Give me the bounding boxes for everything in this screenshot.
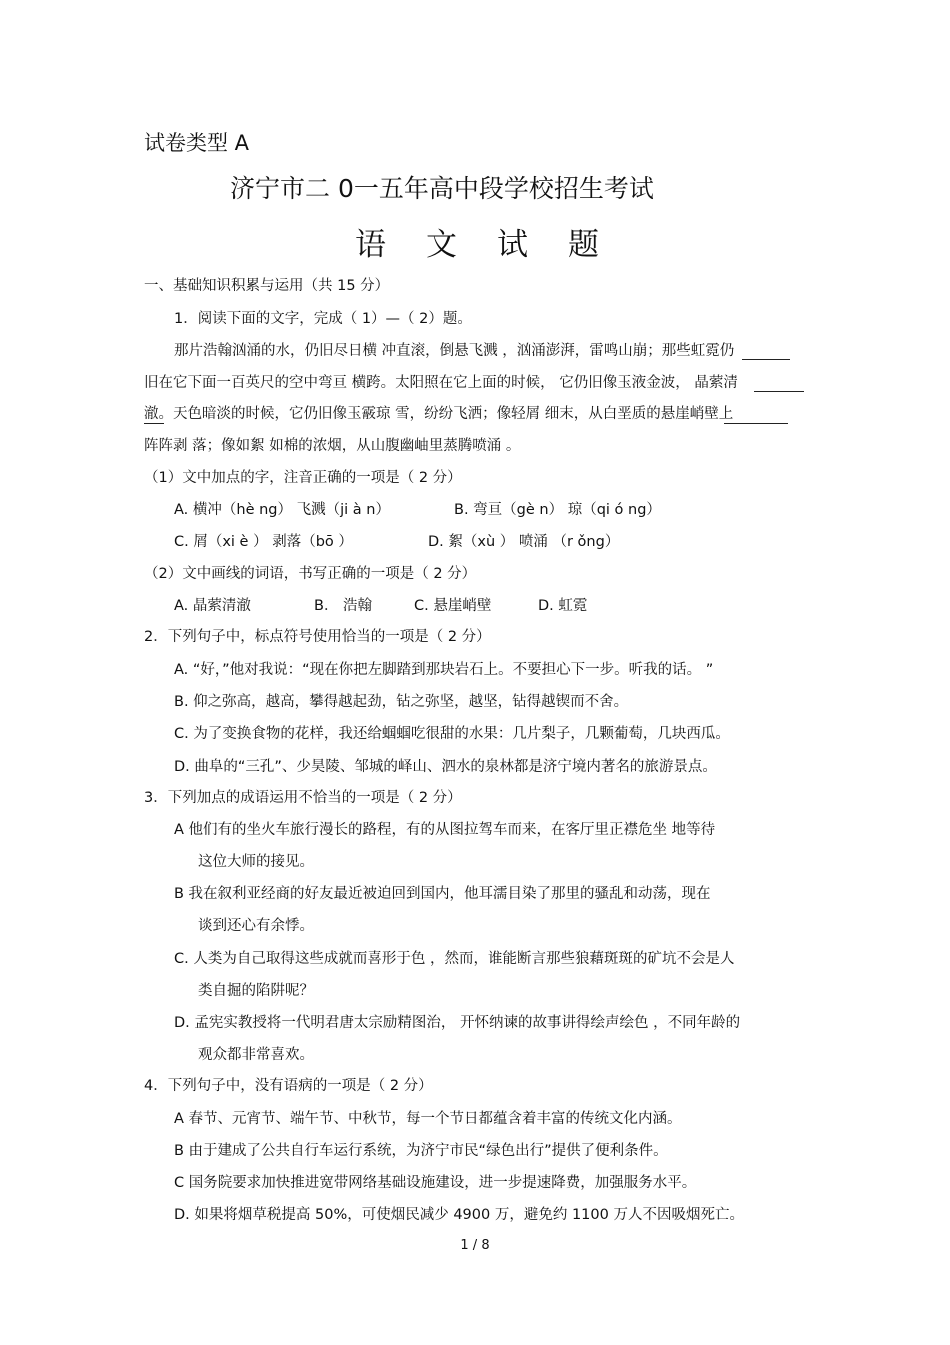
underline-mark [742, 359, 790, 360]
q2-option-c: C. 为了变换食物的花样，我还给蝈蝈吃很甜的水果：几片梨子，几颗葡萄，几块西瓜。 [174, 726, 730, 742]
q3-option-a-line1: A 他们有的坐火车旅行漫长的路程，有的从图拉驾车而来，在客厅里正襟危坐 地等待 [174, 822, 716, 838]
q3-option-c-line1: C. 人类为自己取得这些成就而喜形于色 ，然而，谁能断言那些狼藉斑斑的矿坑不会是人 [174, 951, 735, 967]
section-heading: 一、基础知识积累与运用（共 15 分） [144, 278, 390, 294]
q2-option-b: B. 仰之弥高，越高，攀得越起劲，钻之弥坚，越坚，钻得越锲而不舍。 [174, 694, 629, 710]
underline-mark [724, 423, 788, 424]
q3-option-c-line2: 类自掘的陷阱呢？ [198, 983, 314, 999]
q4-option-d: D. 如果将烟草税提高 50%，可使烟民减少 4900 万，避免约 1100 万人不因吸烟死亡。 [174, 1207, 744, 1223]
q3-option-a-line2: 这位大师的接见。 [198, 854, 314, 870]
q1-sub2-option-d: D. 虹霓 [538, 598, 588, 614]
q4-option-b: B 由于建成了公共自行车运行系统，为济宁市民“绿色出行”提供了便利条件。 [174, 1143, 668, 1159]
q2-stem: 2．下列句子中，标点符号使用恰当的一项是（ 2 分） [144, 629, 491, 645]
q3-stem: 3．下列加点的成语运用不恰当的一项是（ 2 分） [144, 790, 462, 806]
q3-option-d-line2: 观众都非常喜欢。 [198, 1047, 314, 1063]
q3-option-d-line1: D. 孟宪实教授将一代明君唐太宗励精图治， 开怀纳谏的故事讲得绘声绘色 ，不同年龄的 [174, 1015, 741, 1031]
q2-option-a: A. “好，”他对我说：“现在你把左脚踏到那块岩石上。不要担心下一步。听我的话。 ” [174, 662, 714, 678]
q1-stem: 1．阅读下面的文字，完成（ 1）—（ 2）题。 [174, 311, 472, 327]
q1-sub2-stem: （2）文中画线的词语，书写正确的一项是（ 2 分） [144, 566, 477, 582]
page-number: 1 / 8 [460, 1238, 490, 1253]
exam-title: 济宁市二 0一五年高中段学校招生考试 [230, 174, 654, 203]
passage-line-2: 旧在它下面一百英尺的空中弯亘 横跨。太阳照在它上面的时候， 它仍旧像玉液金波， 晶萦清 [144, 375, 738, 391]
exam-type: 试卷类型 A [144, 131, 250, 155]
q1-sub2-option-b: B． 浩翰 [314, 598, 373, 614]
passage-line-4: 阵阵剥 落；像如絮 如棉的浓烟，从山腹幽岫里蒸腾喷涌 。 [144, 438, 521, 454]
q2-option-d: D. 曲阜的“三孔”、少昊陵、邹城的峄山、泗水的泉林都是济宁境内著名的旅游景点。 [174, 759, 717, 775]
q4-stem: 4．下列句子中，没有语病的一项是（ 2 分） [144, 1078, 433, 1094]
passage-line-1: 那片浩翰汹涌的水，仍旧尽日横 冲直滚，倒悬飞溅 ，汹涌澎湃，雷鸣山崩；那些虹霓仍 [174, 343, 735, 359]
underline-mark [754, 391, 804, 392]
q4-option-c: C 国务院要求加快推进宽带网络基础设施建设，进一步提速降费，加强服务水平。 [174, 1175, 697, 1191]
q1-sub1-stem: （1）文中加点的字，注音正确的一项是（ 2 分） [144, 470, 462, 486]
q1-sub2-option-c: C. 悬崖峭壁 [414, 598, 492, 614]
q4-option-a: A 春节、元宵节、端午节、中秋节，每一个节日都蕴含着丰富的传统文化内涵。 [174, 1111, 682, 1127]
q1-sub1-option-c: C. 屑（xi è ） 剥落（bō ） [174, 534, 353, 550]
q1-sub1-option-a: A. 横冲（hè ng） 飞溅（ji à n） [174, 502, 390, 518]
q3-option-b-line1: B 我在叙利亚经商的好友最近被迫回到国内，他耳濡目染了那里的骚乱和动荡，现在 [174, 886, 711, 902]
passage-line-3: 澈。天色暗淡的时候，它仍旧像玉霰琼 雪，纷纷飞洒；像轻屑 细末，从白垩质的悬崖峭壁上 [144, 406, 734, 422]
q1-sub2-option-a: A. 晶萦清澈 [174, 598, 251, 614]
q1-sub1-option-d: D. 絮（xù ） 喷涌 （r ǒng） [428, 534, 620, 550]
underline-mark [144, 423, 164, 424]
subject-title: 语文试题 [355, 227, 639, 263]
q1-sub1-option-b: B. 弯亘（gè n） 琼（qi ó ng） [454, 502, 661, 518]
q3-option-b-line2: 谈到还心有余悸。 [198, 918, 314, 934]
